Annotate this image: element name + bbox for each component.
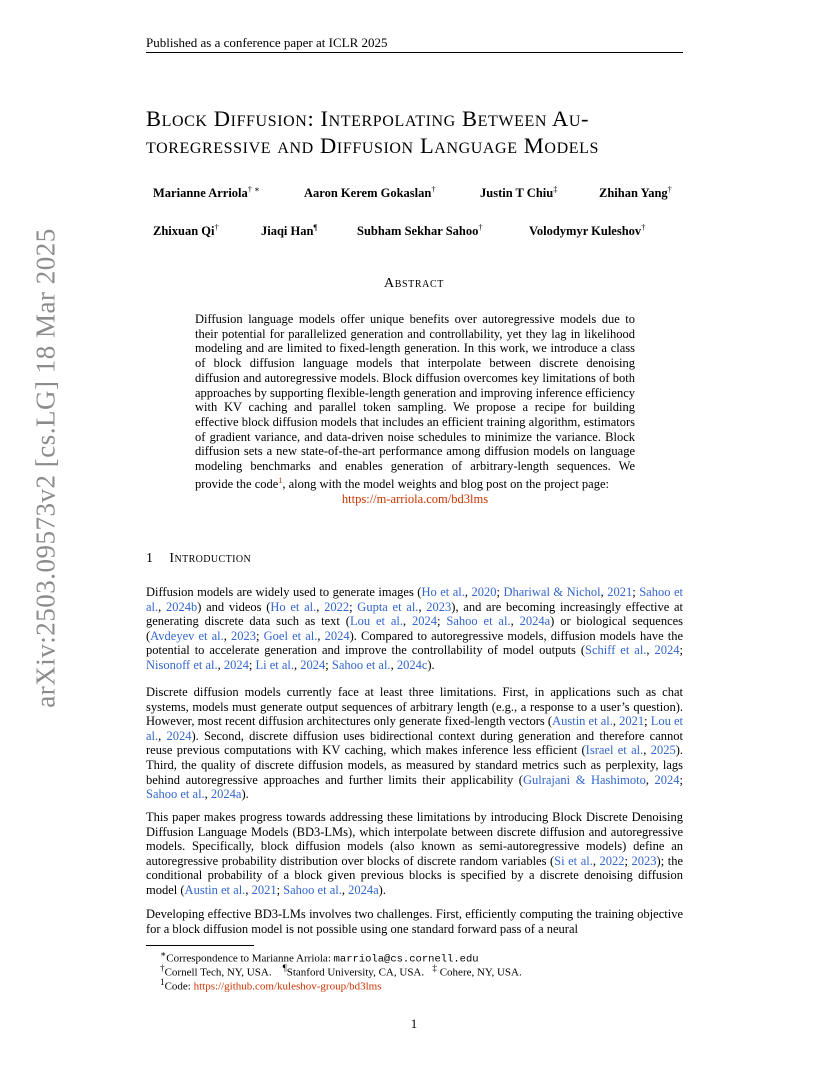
citation-link[interactable]: Israel et al. xyxy=(585,743,644,758)
abstract-tail: , along with the model weights and blog post on the project page: xyxy=(282,476,609,491)
citation-link[interactable]: 2024a xyxy=(519,614,551,629)
citation-link[interactable]: Sahoo et al. xyxy=(146,585,683,614)
author: Aaron Kerem Gokaslan† xyxy=(304,184,436,201)
paragraph-text: ). Compared to autoregressive models, diffusion models have the potential to accelerate generation and improve the controllability of model outputs ( xyxy=(146,628,684,658)
citation-link[interactable]: 2023 xyxy=(231,628,257,643)
citation-link[interactable]: Sahoo et al. xyxy=(283,882,342,897)
section-number: 1 xyxy=(146,551,154,566)
citation-link[interactable]: Austin et al. xyxy=(552,714,613,729)
paragraph-text: , xyxy=(341,882,349,897)
paragraph-text: , xyxy=(418,599,427,614)
paragraph-text: , xyxy=(204,787,211,802)
citation-link[interactable]: 2022 xyxy=(599,853,625,868)
citation-link[interactable]: 2024a xyxy=(348,882,379,897)
paragraph-text: , xyxy=(592,853,600,868)
paragraph-text: , xyxy=(217,657,224,672)
citation-link[interactable]: 2024 xyxy=(166,728,192,743)
author: Justin T Chiu‡ xyxy=(480,184,558,201)
paragraph-text: , xyxy=(403,614,413,629)
paragraph-text: , xyxy=(464,585,472,599)
paragraph-text: ; xyxy=(644,714,651,729)
citation-link[interactable]: Nisonoff et al. xyxy=(146,657,218,672)
citation-link[interactable]: 2021 xyxy=(251,882,277,897)
paragraph-text: ) and videos ( xyxy=(197,599,271,614)
citation-link[interactable]: 2024a xyxy=(210,787,242,802)
title-line-2: toregressive and Diffusion Language Models xyxy=(146,133,599,158)
correspondence-email: marriola@cs.cornell.edu xyxy=(333,953,479,966)
paragraph-text: , xyxy=(643,743,651,758)
citation-link[interactable]: 2024 xyxy=(300,657,326,672)
code-link[interactable]: https://github.com/kuleshov-group/bd3lms xyxy=(193,980,382,993)
paragraph-text: Diffusion models are widely used to generate images ( xyxy=(146,585,422,599)
author: Marianne Arriola† ∗ xyxy=(153,184,260,201)
paragraph-text: , xyxy=(245,882,252,897)
running-head: Published as a conference paper at ICLR 2025 xyxy=(146,35,388,50)
citation-link[interactable]: Goel et al. xyxy=(263,628,318,643)
project-page-link[interactable]: https://m-arriola.com/bd3lms xyxy=(341,491,489,506)
paragraph-text: ; xyxy=(349,599,358,614)
abstract-heading: Abstract xyxy=(384,276,444,291)
author: Volodymyr Kuleshov† xyxy=(529,222,646,239)
author: Zhixuan Qi† xyxy=(153,222,219,239)
citation-link[interactable]: 2024 xyxy=(654,643,680,658)
paragraph-text: , xyxy=(316,599,325,614)
citation-link[interactable]: Ho et al. xyxy=(270,599,317,614)
paragraph-text: ), and are becoming increasingly effective at generating discrete data such as text ( xyxy=(146,599,684,629)
paragraph-text: ; xyxy=(496,585,504,599)
paragraph-text: Discrete diffusion models currently face at least three limitations. First, in applications such as chat systems, models must generate output sequences of arbitrary length (e.g., a response to a user’s question). However, most recent diffusion architectures only generate fixed-length vectors ( xyxy=(146,685,683,729)
citation-link[interactable]: Si et al. xyxy=(554,853,593,868)
paragraph-text: ; xyxy=(632,585,640,599)
paragraph-text: , xyxy=(510,614,520,629)
citation-link[interactable]: Lou et al. xyxy=(146,714,684,743)
paragraph-text: ; xyxy=(624,853,632,868)
abstract-body xyxy=(195,312,635,506)
author: Jiaqi Han¶ xyxy=(261,222,318,239)
arxiv-id: arXiv:2503.09573v2 [cs.LG] 18 Mar 2025 xyxy=(30,228,61,708)
citation-link[interactable]: 2021 xyxy=(619,714,645,729)
paragraph xyxy=(146,810,683,898)
citation-link[interactable]: Sahoo et al. xyxy=(331,657,391,672)
paragraph-text: ). Second, discrete diffusion uses bidirectional context during generation and therefore cannot reuse previous computations with KV caching, which makes inference less efficient ( xyxy=(146,728,683,758)
citation-link[interactable]: Sahoo et al. xyxy=(446,614,511,629)
paragraph-text: ; xyxy=(679,643,683,658)
section-heading xyxy=(146,551,251,567)
paragraph-text: , xyxy=(612,714,620,729)
citation-link[interactable]: 2020 xyxy=(471,585,497,599)
citation-link[interactable]: Austin et al. xyxy=(184,882,246,897)
paragraph-text: ; xyxy=(437,614,447,629)
citation-link[interactable]: 2024 xyxy=(412,614,438,629)
citation-link[interactable]: Sahoo et al. xyxy=(146,787,205,802)
citation-link[interactable]: 2024b xyxy=(166,599,198,614)
citation-link[interactable]: 2024 xyxy=(324,628,350,643)
citation-link[interactable]: Gupta et al. xyxy=(357,599,419,614)
citation-link[interactable]: Schiff et al. xyxy=(585,643,647,658)
paragraph xyxy=(146,585,683,673)
footnote-1: ∗Correspondence to Marianne Arriola: marriola@cs.cornell.edu xyxy=(160,949,479,966)
citation-link[interactable]: Li et al. xyxy=(255,657,295,672)
footnote-3: $^1$Code: https://github.com/kuleshov-group/bd3lms xyxy=(160,977,382,993)
citation-link[interactable]: Ho et al. xyxy=(421,585,465,599)
paragraph xyxy=(146,907,683,936)
citation-link[interactable]: Avdeyev et al. xyxy=(150,628,224,643)
header-rule xyxy=(146,52,683,53)
paragraph-text: ; xyxy=(248,657,256,672)
page-number: 1 xyxy=(410,1016,418,1031)
paragraph-text: ). xyxy=(378,882,386,897)
paragraph-text: , xyxy=(646,643,655,658)
paragraph-text: ; xyxy=(679,772,683,787)
citation-link[interactable]: 2024 xyxy=(654,772,680,787)
citation-link[interactable]: 2024c xyxy=(396,657,428,672)
footnote-rule xyxy=(146,945,254,946)
paragraph-text: Developing effective BD3-LMs involves two challenges. First, efficiently computing the training objective for a block diffusion model is not possible using one standard forward pass of a neural xyxy=(146,907,683,936)
paragraph-text: , xyxy=(600,585,608,599)
paragraph-text: ). xyxy=(427,657,435,672)
abstract-text: Diffusion language models offer unique benefits over autoregressive models due to their potential for parallelized generation and controllability, yet they lag in likelihood modeling and are limited to fixed-length generation. In this work, we introduce a class of block diffusion language models that interpolate between discrete denoising diffusion and autoregressive models. Block diffusion overcomes key limitations of both approaches by supporting flexible-length generation and improving inference efficiency with KV caching and parallel token sampling. We propose a recipe for building effective block diffusion models that includes an efficient training algorithm, estimators of gradient variance, and data-driven noise schedules to minimize the variance. Block diffusion sets a new state-of-the-art performance among diffusion models on language modeling benchmarks and enables generation of arbitrary-length sequences. We provide the code xyxy=(195,312,635,491)
title-line-1: Block Diffusion: Interpolating Between Au- xyxy=(146,106,590,131)
paragraph-text: , xyxy=(223,628,232,643)
citation-link[interactable]: Gulrajani & Hashimoto xyxy=(522,772,646,787)
paragraph-text: ). Third, the quality of discrete diffusion models, as measured by standard metrics such as perplexity, lags behind autoregressive approaches and further limits their applicability ( xyxy=(146,743,683,787)
footnote-mark[interactable]: 1 xyxy=(278,475,283,485)
paper-title xyxy=(146,105,691,159)
paragraph-text: , xyxy=(294,657,301,672)
citation-link[interactable]: 2024 xyxy=(223,657,249,672)
section-title: Introduction xyxy=(169,551,252,566)
paragraph-text: ; xyxy=(325,657,332,672)
citation-link[interactable]: 2023 xyxy=(631,853,657,868)
citation-link[interactable]: 2021 xyxy=(607,585,633,599)
paragraph-text: , xyxy=(317,628,325,643)
paragraph xyxy=(146,685,683,802)
paragraph-text: , xyxy=(158,599,166,614)
paragraph-text: , xyxy=(645,772,655,787)
citation-link[interactable]: Dhariwal & Nichol xyxy=(503,585,601,599)
citation-link[interactable]: 2025 xyxy=(650,743,676,758)
author: Subham Sekhar Sahoo† xyxy=(357,222,483,239)
paragraph-text: ; xyxy=(256,628,264,643)
footnote-2: †Cornell Tech, NY, USA. ¶Stanford University, CA, USA. ‡ Cohere, NY, USA. xyxy=(160,963,522,979)
paragraph-text: , xyxy=(158,728,167,743)
paragraph-text: ) or biological sequences ( xyxy=(146,614,684,643)
paragraph-text: , xyxy=(390,657,397,672)
citation-link[interactable]: 2022 xyxy=(324,599,350,614)
citation-link[interactable]: 2023 xyxy=(426,599,452,614)
citation-link[interactable]: Lou et al. xyxy=(349,614,404,629)
author: Zhihan Yang† xyxy=(599,184,672,201)
paragraph-text: ); the conditional probability of a block given previous blocks is specified by a discrete denoising diffusion model ( xyxy=(146,853,683,897)
paragraph-text: ). xyxy=(241,787,249,802)
paragraph-text: This paper makes progress towards addressing these limitations by introducing Block Discrete Denoising Diffusion Language Models (BD3-LMs), which interpolate between discrete diffusion and autoregressive models. Specifically, block diffusion models (also known as semi-autoregressive models) define an autoregressive probability distribution over blocks of discrete random variables ( xyxy=(146,810,683,868)
paragraph-text: ; xyxy=(276,882,284,897)
